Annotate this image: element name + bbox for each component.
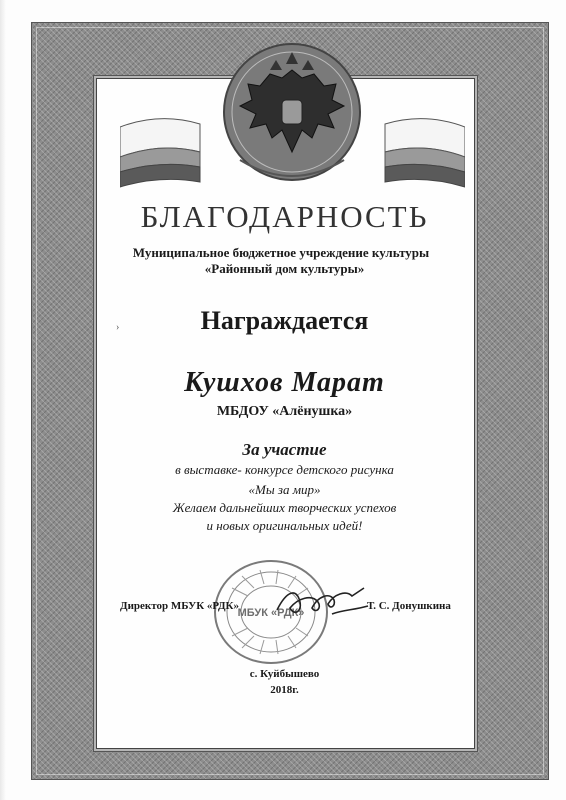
- scan-edge: [0, 0, 6, 800]
- wish-line-1: Желаем дальнейших творческих успехов: [172, 500, 397, 515]
- coat-of-arms-emblem: [120, 42, 465, 192]
- wish-line-2: и новых оригинальных идей!: [206, 518, 363, 533]
- awarded-heading: Награждается: [200, 306, 369, 335]
- certificate-title: БЛАГОДАРНОСТЬ: [140, 199, 429, 234]
- organization-name-line2: «Районный дом культуры»: [204, 261, 365, 276]
- stamp-center-text: МБУК «РДК»: [237, 607, 305, 619]
- director-title: Директор МБУК «РДК»: [120, 600, 240, 612]
- reason-line-2: «Мы за мир»: [248, 482, 321, 497]
- director-signature: [272, 580, 372, 625]
- recipient-name: Кушхов Марат: [184, 367, 385, 398]
- reason-line-1: в выставке- конкурсе детского рисунка: [175, 462, 394, 477]
- scan-mark: ›: [116, 322, 120, 333]
- organization-name-line1: Муниципальное бюджетное учреждение культуры: [132, 245, 430, 260]
- year: 2018г.: [270, 684, 299, 696]
- recipient-school: МБДОУ «Алёнушка»: [216, 404, 353, 419]
- place: с. Куйбышево: [249, 668, 320, 680]
- director-name: Т. С. Донушкина: [367, 600, 451, 612]
- reason-heading: За участие: [242, 440, 327, 459]
